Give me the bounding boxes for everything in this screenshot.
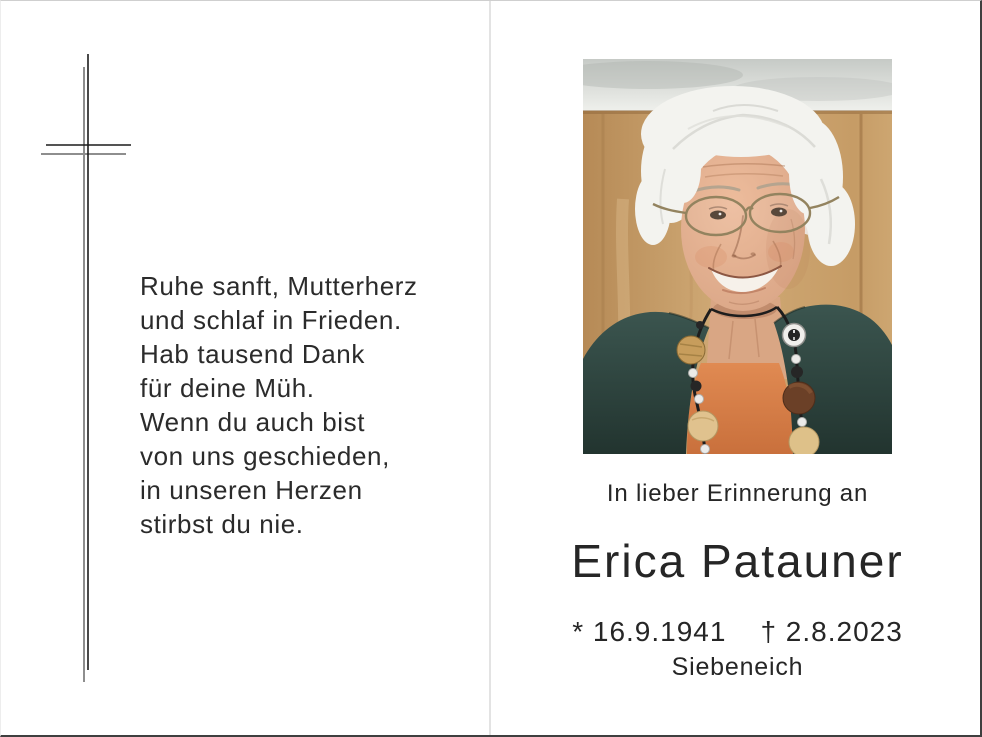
- poem-line: Hab tausend Dank: [140, 339, 365, 369]
- intro-text: In lieber Erinnerung an: [606, 480, 869, 507]
- death-date: † 2.8.2023: [760, 616, 903, 647]
- poem-line: stirbst du nie.: [140, 509, 304, 539]
- memorial-poem: [140, 269, 460, 541]
- poem-line: in unseren Herzen: [140, 475, 363, 505]
- poem-line: Wenn du auch bist: [140, 407, 366, 437]
- birth-date: * 16.9.1941: [572, 616, 727, 647]
- poem-line: von uns geschieden,: [140, 441, 390, 471]
- poem-line: Ruhe sanft, Mutterherz: [140, 271, 418, 301]
- place-name: Siebeneich: [671, 653, 804, 681]
- portrait-photo: [583, 59, 892, 454]
- fold-divider: [489, 1, 491, 737]
- life-dates: [492, 615, 982, 649]
- poem-line: und schlaf in Frieden.: [140, 305, 402, 335]
- deceased-name: Erica Patauner: [571, 535, 904, 587]
- poem-line: für deine Müh.: [140, 373, 315, 403]
